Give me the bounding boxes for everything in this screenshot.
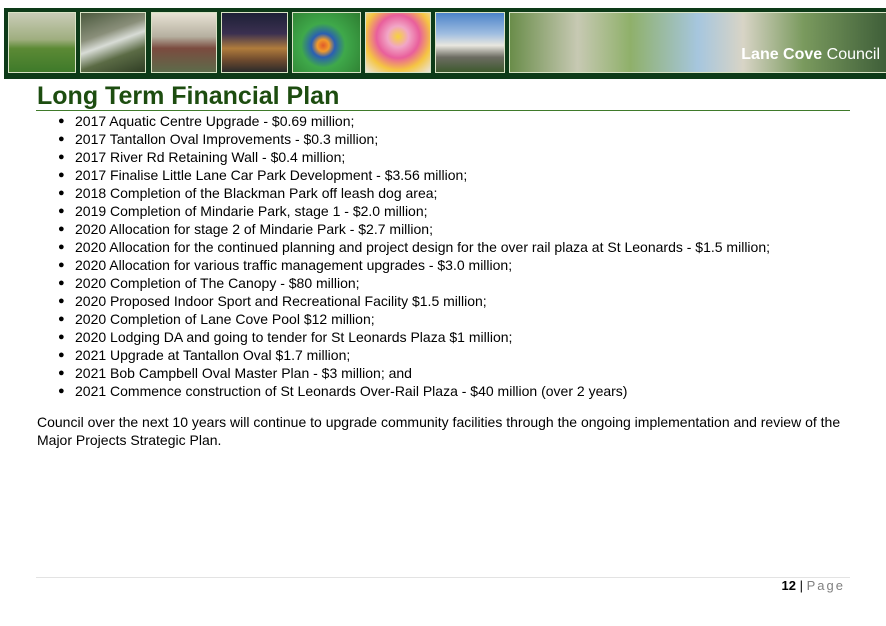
list-item bbox=[37, 184, 770, 202]
list-item bbox=[37, 292, 770, 310]
page-number: 12 bbox=[781, 578, 797, 593]
list-item bbox=[37, 310, 770, 328]
page-title: Long Term Financial Plan bbox=[37, 82, 340, 110]
bullet-icon: ● bbox=[58, 241, 65, 253]
waterfall-photo bbox=[80, 12, 146, 73]
bullet-icon: ● bbox=[58, 151, 65, 163]
bullet-icon: ● bbox=[58, 349, 65, 361]
list-item-text: 2017 Aquatic Centre Upgrade - $0.69 million; bbox=[75, 113, 355, 129]
list-item-text: 2019 Completion of Mindarie Park, stage 1 - $2.0 million; bbox=[75, 203, 428, 219]
list-item-text: 2017 Finalise Little Lane Car Park Development - $3.56 million; bbox=[75, 167, 468, 183]
bullet-icon: ● bbox=[58, 367, 65, 379]
bullet-icon: ● bbox=[58, 259, 65, 271]
bullet-icon: ● bbox=[58, 385, 65, 397]
street-parade-photo bbox=[151, 12, 217, 73]
list-item-text: 2018 Completion of the Blackman Park off leash dog area; bbox=[75, 185, 438, 201]
dancer-photo bbox=[365, 12, 431, 73]
list-item bbox=[37, 166, 770, 184]
list-item-text: 2020 Proposed Indoor Sport and Recreational Facility $1.5 million; bbox=[75, 293, 487, 309]
header-banner bbox=[4, 8, 886, 79]
list-item-text: 2020 Allocation for the continued planning and project design for the over rail plaza at St Leonards - $1.5 million; bbox=[75, 239, 770, 255]
bullet-icon: ● bbox=[58, 313, 65, 325]
list-item-text: 2021 Commence construction of St Leonards Over-Rail Plaza - $40 million (over 2 years) bbox=[75, 383, 628, 399]
list-item bbox=[37, 274, 770, 292]
list-item bbox=[37, 346, 770, 364]
night-street-photo bbox=[221, 12, 288, 73]
list-item-text: 2020 Allocation for stage 2 of Mindarie Park - $2.7 million; bbox=[75, 221, 433, 237]
bullet-icon: ● bbox=[58, 223, 65, 235]
title-underline bbox=[36, 110, 850, 111]
bullet-icon: ● bbox=[58, 205, 65, 217]
project-list bbox=[37, 112, 770, 400]
bullet-icon: ● bbox=[58, 115, 65, 127]
building-photo bbox=[435, 12, 505, 73]
logo-bold-text: Lane Cove bbox=[741, 46, 823, 63]
bullet-icon: ● bbox=[58, 295, 65, 307]
list-item bbox=[37, 130, 770, 148]
page-footer bbox=[782, 578, 845, 594]
summary-paragraph: Council over the next 10 years will continue to upgrade community facilities through the ongoing implementation and review of the Major Projects Strategic Plan. bbox=[37, 414, 841, 448]
list-item bbox=[37, 202, 770, 220]
list-item-text: 2020 Completion of Lane Cove Pool $12 million; bbox=[75, 311, 375, 327]
list-item-text: 2021 Bob Campbell Oval Master Plan - $3 million; and bbox=[75, 365, 412, 381]
list-item-text: 2017 River Rd Retaining Wall - $0.4 million; bbox=[75, 149, 346, 165]
list-item-text: 2017 Tantallon Oval Improvements - $0.3 million; bbox=[75, 131, 379, 147]
list-item bbox=[37, 364, 770, 382]
list-item-text: 2020 Completion of The Canopy - $80 million; bbox=[75, 275, 360, 291]
list-item-text: 2020 Lodging DA and going to tender for St Leonards Plaza $1 million; bbox=[75, 329, 513, 345]
footer-divider bbox=[36, 577, 850, 578]
list-item bbox=[37, 256, 770, 274]
bullet-icon: ● bbox=[58, 169, 65, 181]
list-item-text: 2020 Allocation for various traffic management upgrades - $3.0 million; bbox=[75, 257, 513, 273]
list-item bbox=[37, 328, 770, 346]
bullet-icon: ● bbox=[58, 277, 65, 289]
list-item bbox=[37, 112, 770, 130]
bullet-icon: ● bbox=[58, 331, 65, 343]
bullet-icon: ● bbox=[58, 133, 65, 145]
list-item bbox=[37, 148, 770, 166]
list-item bbox=[37, 238, 770, 256]
council-logo bbox=[741, 46, 880, 64]
logo-light-text: Council bbox=[826, 46, 880, 63]
lorikeet-photo bbox=[292, 12, 361, 73]
golf-course-photo bbox=[8, 12, 76, 73]
footer-separator: | bbox=[796, 578, 807, 593]
bullet-icon: ● bbox=[58, 187, 65, 199]
list-item-text: 2021 Upgrade at Tantallon Oval $1.7 million; bbox=[75, 347, 351, 363]
list-item bbox=[37, 220, 770, 238]
list-item bbox=[37, 382, 770, 400]
page-label: Page bbox=[806, 578, 845, 593]
